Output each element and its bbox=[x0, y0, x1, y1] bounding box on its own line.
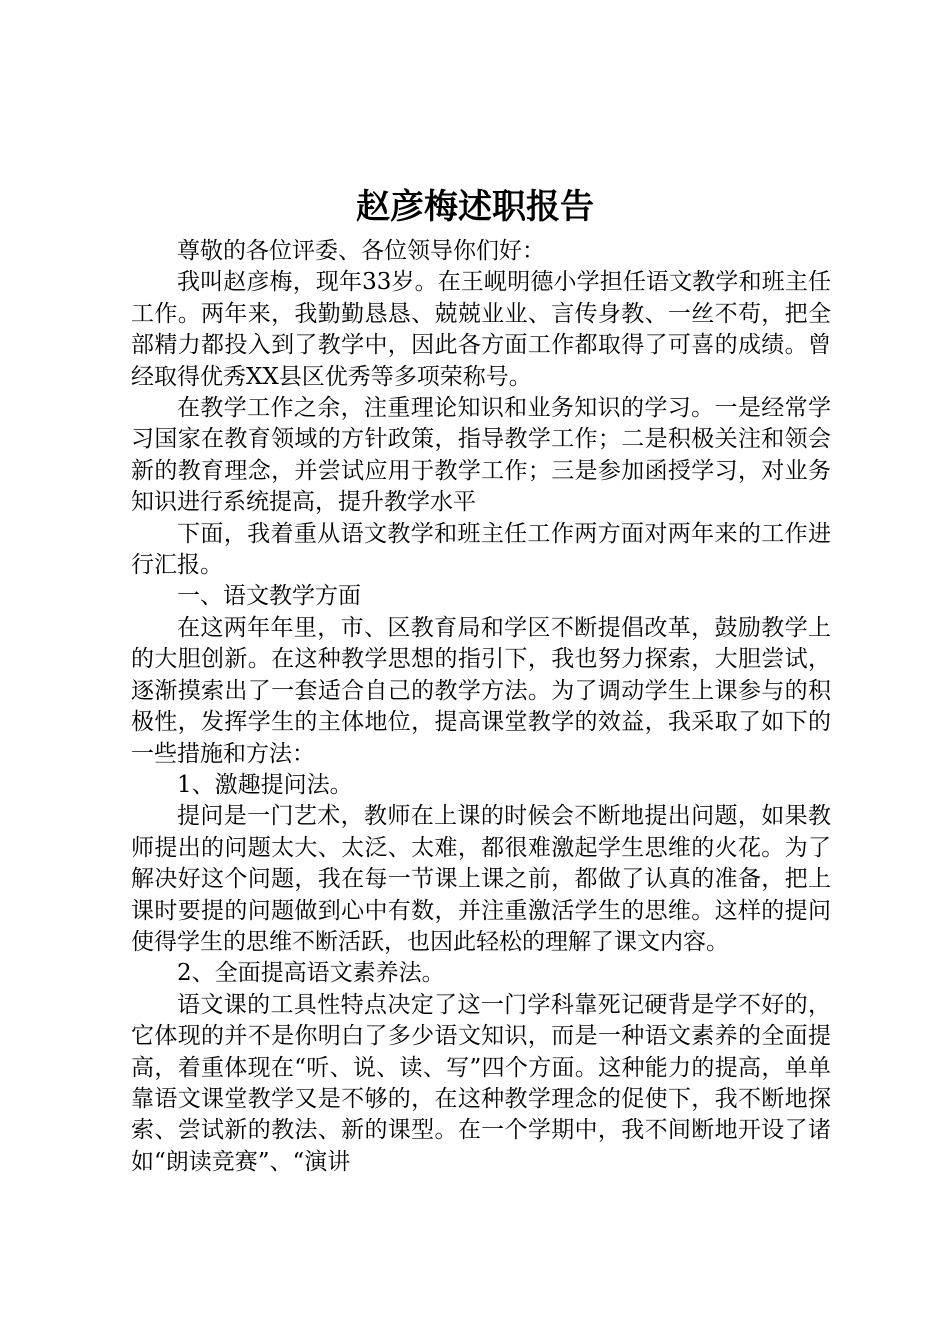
paragraph-report-overview: 下面，我着重从语文教学和班主任工作两方面对两年来的工作进行汇报。 bbox=[131, 520, 831, 579]
section-heading-chinese-teaching: 一、语文教学方面 bbox=[177, 583, 361, 610]
paragraph-study: 在教学工作之余，注重理论知识和业务知识的学习。一是经常学习国家在教育领域的方针政策，指导教学工作；二是积极关注和领会新的教育理念，并尝试应用于教学工作；三是参加函授学习，对业务知识进行系统提高，提升教学水平 bbox=[131, 395, 831, 516]
paragraph-literacy: 语文课的工具性特点决定了这一门学科靠死记硬背是学不好的，它体现的并不是你明白了多少语文知识，而是一种语文素养的全面提高，着重体现在“听、说、读、写”四个方面。这种能力的提高，单单靠语文课堂教学又是不够的，在这种教学理念的促使下，我不断地探索、尝试新的教法、新的课型。在一个学期中，我不间断地开设了诸如“朗读竞赛”、“演讲 bbox=[131, 991, 831, 1175]
paragraph-teaching-reform: 在这两年年里，市、区教育局和学区不断提倡改革，鼓励教学上的大胆创新。在这种教学思想的指引下，我也努力探索，大胆尝试，逐渐摸索出了一套适合自己的教学方法。为了调动学生上课参与的积极性，发挥学生的主体地位，提高课堂教学的效益，我采取了如下的一些措施和方法： bbox=[131, 614, 831, 767]
document-title: 赵彦梅述职报告 bbox=[356, 187, 594, 227]
paragraph-greeting: 尊敬的各位评委、各位领导你们好： bbox=[177, 238, 545, 264]
paragraph-questioning: 提问是一门艺术，教师在上课的时候会不断地提出问题，如果教师提出的问题太大、太泛、太难，都很难激起学生思维的火花。为了解决好这个问题，我在每一节课上课之前，都做了认真的准备，把上课时要提的问题做到心中有数，并注重激活学生的思维。这样的提问使得学生的思维不断活跃，也因此轻松的理解了课文内容。 bbox=[131, 803, 831, 955]
document-body bbox=[131, 236, 831, 1178]
method-heading-questioning: 1、激趣提问法。 bbox=[177, 771, 353, 798]
method-heading-literacy: 2、全面提高语文素养法。 bbox=[177, 960, 445, 987]
paragraph-introduction: 我叫赵彦梅，现年33岁。在王岘明德小学担任语文教学和班主任工作。两年来，我勤勤恳恳、兢兢业业、言传身教、一丝不苟，把全部精力都投入到了教学中，因此各方面工作都取得了可喜的成绩。曾经取得优秀XX县区优秀等多项荣称号。 bbox=[131, 269, 831, 390]
